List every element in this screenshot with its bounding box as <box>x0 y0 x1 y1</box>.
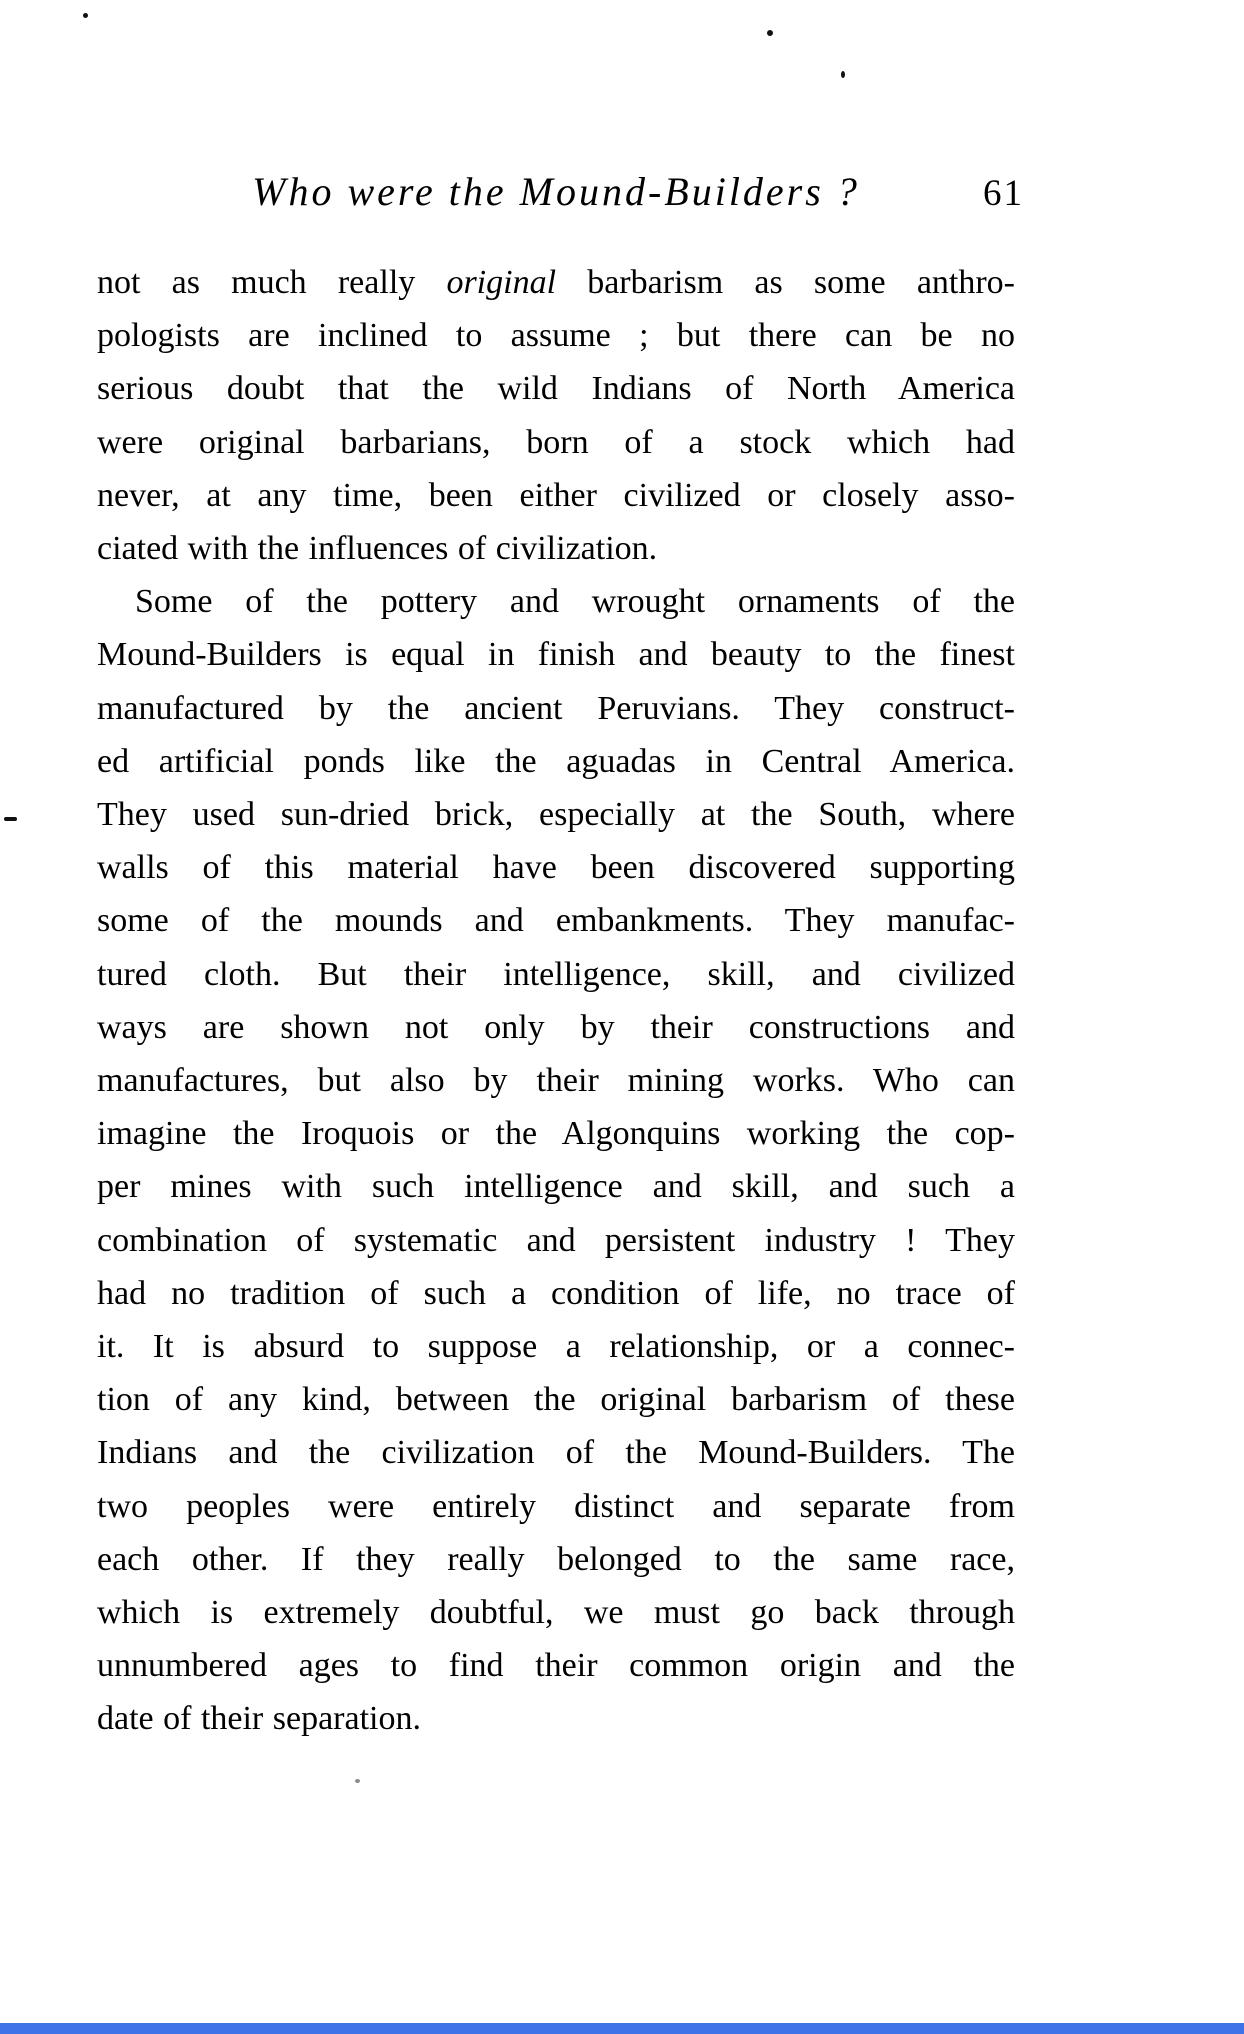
text-segment: some of the mounds and embankments. They manufac- <box>97 902 1015 940</box>
text-segment: ways are shown not only by their constructions and <box>97 1008 1015 1046</box>
ink-speck <box>841 71 845 78</box>
text-line <box>97 416 1015 469</box>
text-segment: Some of the pottery and wrought ornaments of the <box>135 583 1015 621</box>
text-line <box>97 1267 1015 1320</box>
text-segment: Mound-Builders is equal in finish and beauty to the finest <box>97 636 1015 674</box>
text-segment: never, at any time, been either civilized or closely asso- <box>97 476 1015 514</box>
text-segment: had no tradition of such a condition of life, no trace of <box>97 1274 1015 1312</box>
text-segment: barbarism as some anthro- <box>556 264 1015 301</box>
ink-speck <box>4 817 17 821</box>
text-segment: each other. If they really belonged to the same race, <box>97 1540 1015 1578</box>
text-segment: tion of any kind, between the original barbarism of these <box>97 1381 1015 1419</box>
text-segment: walls of this material have been discovered supporting <box>97 849 1015 887</box>
text-line <box>97 1054 1015 1107</box>
text-segment: manufactures, but also by their mining works. Who can <box>97 1062 1015 1100</box>
text-segment: per mines with such intelligence and skill, and such a <box>97 1168 1015 1206</box>
progress-bar[interactable] <box>0 2023 1244 2034</box>
text-line <box>97 575 1015 628</box>
text-line <box>97 628 1015 681</box>
text-segment: not as much really <box>97 264 447 301</box>
text-line <box>97 1480 1015 1533</box>
text-segment: two peoples were entirely distinct and separate from <box>97 1487 1015 1525</box>
text-line <box>97 522 1015 575</box>
text-segment: which is extremely doubtful, we must go back through <box>97 1594 1015 1632</box>
text-line <box>97 256 1015 309</box>
ink-speck <box>767 30 773 36</box>
text-lines <box>97 256 1015 1746</box>
text-line <box>97 1107 1015 1160</box>
text-segment: were original barbarians, born of a stock which had <box>97 423 1015 461</box>
text-segment: pologists are inclined to assume ; but there can be no <box>97 317 1015 355</box>
text-line <box>97 1426 1015 1479</box>
text-segment: Indians and the civilization of the Mound-Builders. The <box>97 1434 1015 1472</box>
text-line <box>97 362 1015 415</box>
ink-speck <box>83 13 88 18</box>
text-line <box>97 894 1015 947</box>
text-line <box>97 788 1015 841</box>
text-segment: it. It is absurd to suppose a relationship, or a connec- <box>97 1328 1015 1366</box>
text-segment: manufactured by the ancient Peruvians. They construct- <box>97 689 1015 727</box>
text-line <box>97 1214 1015 1267</box>
ink-speck <box>355 1779 360 1783</box>
text-line <box>97 309 1015 362</box>
text-line <box>97 1373 1015 1426</box>
text-line <box>97 1320 1015 1373</box>
text-line <box>97 1533 1015 1586</box>
text-line <box>97 1001 1015 1054</box>
text-line <box>97 1160 1015 1213</box>
text-segment: ed artificial ponds like the aguadas in Central America. <box>97 742 1015 780</box>
italic-text: original <box>446 264 557 301</box>
text-line <box>97 1639 1015 1692</box>
text-segment: tured cloth. But their intelligence, skill, and civilized <box>97 955 1015 993</box>
text-line <box>97 469 1015 522</box>
text-segment: ciated with the influences of civilization. <box>97 530 658 568</box>
text-segment: imagine the Iroquois or the Algonquins working the cop- <box>97 1115 1015 1153</box>
text-segment: serious doubt that the wild Indians of North America <box>97 370 1015 408</box>
page-number: 61 <box>983 173 1024 214</box>
text-line <box>97 1692 1015 1745</box>
text-segment: unnumbered ages to find their common origin and the <box>97 1647 1015 1685</box>
text-segment: combination of systematic and persistent industry ! They <box>97 1221 1015 1259</box>
text-line <box>97 735 1015 788</box>
text-line <box>97 841 1015 894</box>
text-line <box>97 948 1015 1001</box>
text-segment: date of their separation. <box>97 1700 421 1738</box>
text-line <box>97 682 1015 735</box>
page-title: Who were the Mound-Builders ? <box>252 169 860 214</box>
text-segment: They used sun-dried brick, especially at the South, where <box>97 796 1015 834</box>
text-line <box>97 1586 1015 1639</box>
